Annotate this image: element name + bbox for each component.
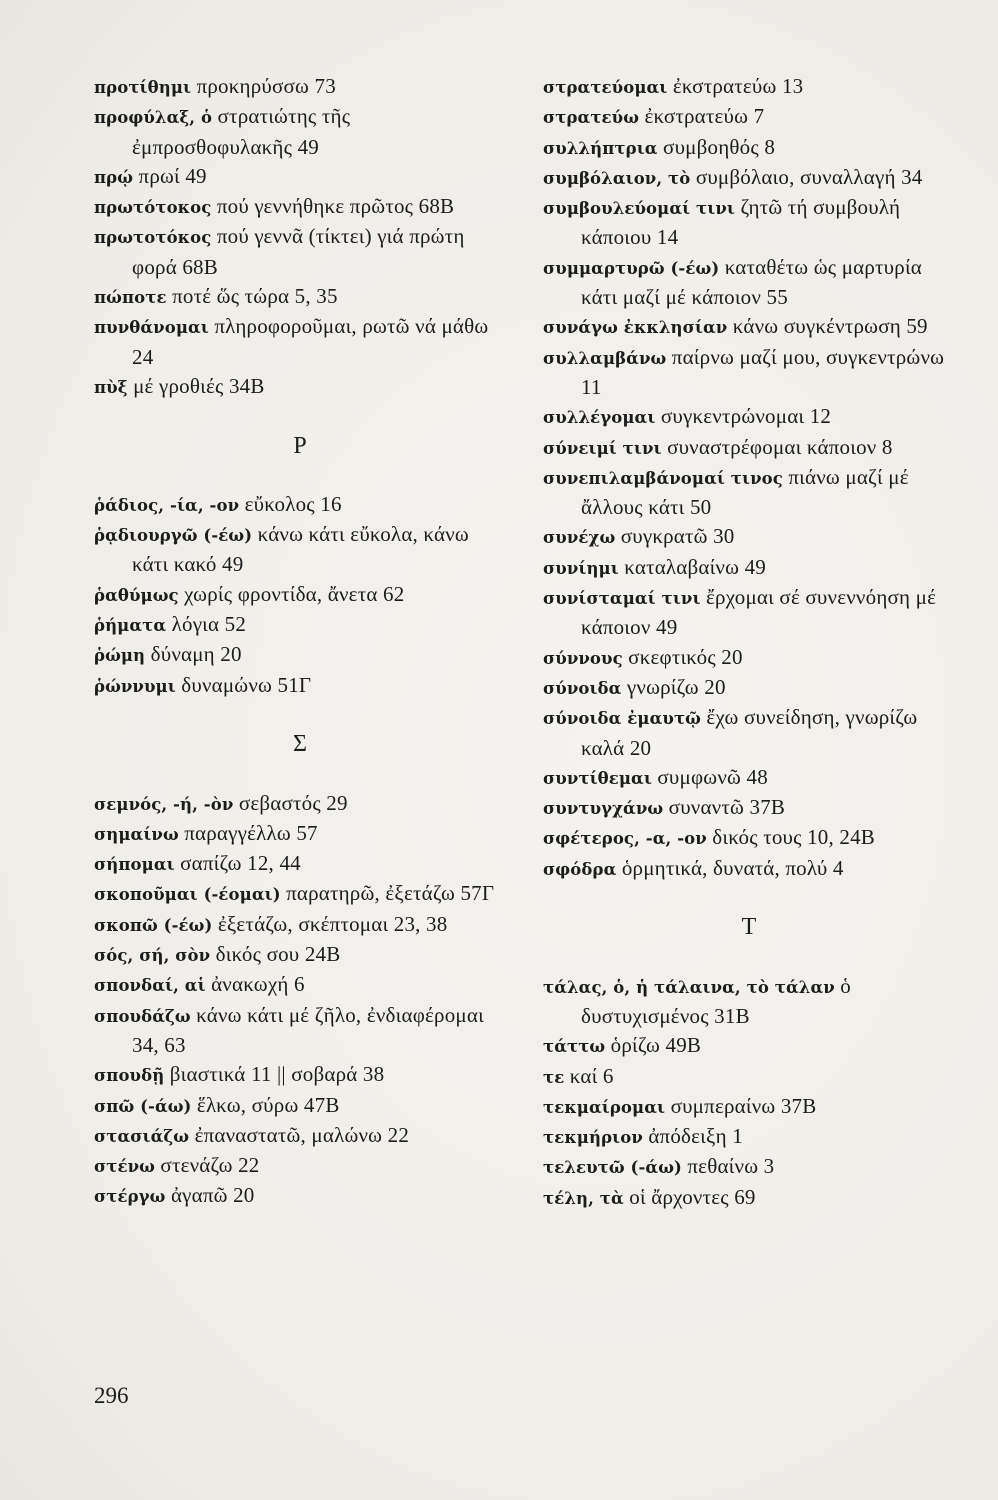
entry-definition: πού γεννήθηκε πρῶτος 68Β [216,194,455,219]
entry-headword: σπονδαί, αἱ [94,976,206,996]
entry-definition: καταθέτω ὡς μαρτυρία κάτι μαζί μέ κάποιον 55 [581,254,923,310]
glossary-entry [543,1152,955,1182]
glossary-entry [94,819,506,849]
entry-definition: συγκεντρώνομαι 12 [660,404,832,429]
entry-headword: σφόδρα [543,859,617,879]
entry-headword: τεκμήριον [543,1128,643,1148]
entry-definition: πού γεννᾶ (τίκτει) γιά πρώτη φορά 68Β [132,224,465,279]
section-spacer [94,759,506,788]
entry-definition: καί 6 [569,1063,614,1088]
glossary-entry [543,133,955,163]
entry-definition: δυναμώνω 51Γ [181,672,312,697]
entry-definition: ἀνακωχή 6 [211,972,305,997]
glossary-entry [543,1122,955,1152]
entry-headword: τεκμαίρομαι [543,1097,666,1117]
glossary-entry [543,854,955,884]
glossary-entry [94,72,506,102]
entry-headword: σός, σή, σὸν [94,946,211,966]
glossary-entry [94,1151,506,1181]
entry-definition: παρατηρῶ, ἐξετάζω 57Γ [286,881,495,906]
entry-headword: συλλαμβάνω [543,348,667,368]
entry-definition: κάνω κάτι μέ ζῆλο, ἐνδιαφέρομαι 34, 63 [132,1002,484,1057]
section-spacer [94,402,506,431]
glossary-entry [543,72,955,102]
entry-definition: χωρίς φροντίδα, ἄνετα 62 [184,581,405,606]
glossary-entry [543,343,955,403]
entry-definition: ἔχω συνείδηση, γνωρίζω καλά 20 [581,705,918,760]
entry-headword: σπῶ (-άω) [94,1096,192,1116]
entry-definition: ἀγαπῶ 20 [170,1183,255,1208]
entry-definition: ὁρμητικά, δυνατά, πολύ 4 [621,855,844,880]
entry-headword: ῥαθύμως [94,585,179,605]
entry-definition: συμφωνῶ 48 [657,764,768,789]
glossary-entry [543,673,955,703]
entry-headword: συνεπιλαμβάνομαί τινος [543,468,783,488]
entry-headword: ῥάδιος, -ία, -ον [94,495,240,515]
glossary-entry [94,520,506,580]
entry-headword: σύνοιδα [543,678,622,698]
entry-headword: συνάγω ἐκκλησίαν [543,318,728,338]
glossary-entry [94,640,506,670]
entry-headword: συλλέγομαι [543,408,656,428]
entry-headword: ῥᾳδιουργῶ (-έω) [94,526,253,546]
entry-definition: ἐξετάζω, σκέπτομαι 23, 38 [217,911,448,936]
entry-definition: πεθαίνω 3 [687,1154,775,1179]
glossary-entry [94,879,506,909]
entry-definition: ὁρίζω 49Β [610,1033,702,1058]
entry-definition: πληροφοροῦμαι, ρωτῶ νά μάθω 24 [132,314,489,369]
entry-definition: ἀπόδειξη 1 [648,1124,743,1149]
entry-definition: πρωί 49 [138,163,207,188]
glossary-entry [94,1001,506,1061]
entry-headword: σύνειμί τινι [543,438,662,458]
glossary-entry [94,580,506,610]
entry-definition: ἐπαναστατῶ, μαλώνω 22 [194,1122,410,1147]
entry-headword: σφέτερος, -α, -ον [543,829,707,849]
entry-headword: συμβόλαιον, τὸ [543,168,691,188]
entry-headword: στασιάζω [94,1126,190,1146]
glossary-entry [543,102,955,132]
entry-definition: σαπίζω 12, 44 [180,851,301,876]
entry-definition: πιάνω μαζί μέ ἄλλους κάτι 50 [581,464,909,520]
entry-definition: συναστρέφομαι κάποιον 8 [667,434,893,459]
entry-headword: σύννους [543,648,623,668]
entry-definition: οἱ ἄρχοντες 69 [629,1184,756,1209]
section-spacer [94,461,506,490]
entry-definition: λόγια 52 [171,612,247,637]
entry-headword: σύνοιδα ἐμαυτῷ [543,709,701,729]
glossary-entry [94,849,506,879]
entry-definition: συναντῶ 37Β [668,795,786,820]
entry-headword: πρῴ [94,167,134,187]
glossary-entry [543,793,955,823]
entry-headword: στέργω [94,1187,166,1207]
entry-headword: στένω [94,1157,155,1177]
section-spacer [543,942,955,971]
glossary-entry [543,463,955,523]
entry-definition: ζητῶ τή συμβουλή κάποιου 14 [581,195,901,250]
glossary-entry [543,193,955,253]
glossary-column-right [543,72,955,1213]
entry-definition: συγκρατῶ 30 [620,524,735,549]
entry-headword: σεμνός, -ή, -ὸν [94,794,234,814]
entry-headword: συνίημι [543,558,619,578]
entry-definition: κάνω κάτι εὔκολα, κάνω κάτι κακό 49 [132,522,469,577]
entry-definition: συμπεραίνω 37Β [670,1093,817,1118]
glossary-entry [94,162,506,192]
glossary-entry [543,163,955,193]
glossary-entry [94,671,506,701]
entry-headword: τάλας, ὁ, ἡ τάλαινα, τὸ τάλαν [543,977,835,997]
glossary-entry [94,1060,506,1090]
entry-headword: πρωτοτόκος [94,228,212,248]
entry-headword: προφύλαξ, ὁ [94,108,213,128]
glossary-entry [94,490,506,520]
glossary-entry [94,940,506,970]
entry-headword: σημαίνω [94,824,179,844]
glossary-entry [543,823,955,853]
entry-definition: κάνω συγκέντρωση 59 [732,314,928,339]
entry-headword: σπουδῇ [94,1066,165,1086]
entry-definition: ὁ δυστυχισμένος 31Β [581,973,851,1028]
entry-headword: στρατεύω [543,108,640,128]
section-spacer [543,884,955,913]
glossary-entry [94,102,506,162]
entry-definition: στρατιώτης τῆς ἐμπροσθοφυλακῆς 49 [132,104,351,159]
section-letter-heading: Σ [293,731,307,758]
entry-headword: προτίθημι [94,78,192,97]
glossary-entry [543,703,955,763]
glossary-entry [543,763,955,793]
glossary-entry [543,1031,955,1061]
entry-definition: δύναμη 20 [150,642,242,667]
entry-definition: βιαστικά 11 || σοβαρά 38 [169,1062,385,1087]
entry-definition: σεβαστός 29 [238,790,348,815]
glossary-entry [94,1181,506,1211]
glossary-entry [94,789,506,819]
glossary-entry [94,910,506,940]
entry-headword: ῥήματα [94,616,167,636]
entry-headword: πώποτε [94,288,167,308]
entry-definition: παραγγέλλω 57 [184,820,318,845]
glossary-entry [543,1183,955,1213]
glossary-entry [543,1092,955,1122]
glossary-entry [94,372,506,402]
entry-definition: συμβόλαιο, συναλλαγή 34 [695,164,923,189]
entry-definition: εὔκολος 16 [244,491,342,516]
glossary-entry [543,972,955,1032]
glossary-entry [543,553,955,583]
entry-headword: ῥώμη [94,646,146,666]
entry-headword: συμμαρτυρῶ (-έω) [543,258,720,278]
glossary-entry [94,222,506,282]
entry-definition: ἐκστρατεύω 13 [672,74,804,98]
entry-headword: τέλη, τὰ [543,1188,624,1208]
glossary-entry [543,433,955,463]
entry-definition: γνωρίζω 20 [626,674,726,699]
glossary-entry [543,643,955,673]
entry-headword: πρωτότοκος [94,198,212,218]
glossary-entry [543,312,955,342]
section-letter-heading: Τ [741,914,757,941]
entry-definition: συμβοηθός 8 [663,134,776,159]
section-letter-heading: Ρ [293,432,307,459]
entry-definition: προκηρύσσω 73 [196,74,336,98]
entry-definition: μέ γροθιές 34Β [133,373,265,398]
glossary-entry [94,1091,506,1121]
glossary-column-left [94,72,506,1212]
entry-headword: σκοπῶ (-έω) [94,915,213,935]
glossary-entry [543,1062,955,1092]
entry-headword: σήπομαι [94,855,175,875]
entry-headword: συμβουλεύομαί τινι [543,199,735,219]
entry-definition: ποτέ ὥς τώρα 5, 35 [172,284,338,309]
entry-headword: τελευτῶ (-άω) [543,1158,682,1178]
glossary-entry [94,610,506,640]
glossary-entry [543,583,955,643]
entry-headword: σκοποῦμαι (-έομαι) [94,885,281,905]
entry-headword: στρατεύομαι [543,78,668,97]
entry-definition: δικός σου 24Β [215,942,341,967]
entry-headword: τάττω [543,1037,606,1057]
glossary-entry [94,970,506,1000]
entry-definition: καταλαβαίνω 49 [624,554,766,579]
entry-headword: σπουδάζω [94,1006,191,1026]
glossary-entry [543,402,955,432]
glossary-entry [94,282,506,312]
entry-definition: ἕλκω, σύρω 47Β [196,1092,340,1117]
glossary-entry [543,522,955,552]
section-spacer [94,701,506,730]
entry-headword: πὺξ [94,377,128,397]
entry-headword: συντυγχάνω [543,799,664,819]
entry-headword: τε [543,1067,565,1087]
entry-headword: συνίσταμαί τινι [543,589,701,609]
glossary-entry [543,253,955,313]
glossary-entry [94,192,506,222]
entry-headword: ῥώννυμι [94,676,176,696]
entry-definition: δικός τους 10, 24Β [712,825,876,850]
entry-definition: στενάζω 22 [160,1153,260,1178]
glossary-entry [94,312,506,372]
entry-definition: παίρνω μαζί μου, συγκεντρώνω 11 [581,344,945,399]
page-number: 296 [94,1383,129,1408]
entry-definition: ἐκστρατεύω 7 [644,104,765,129]
entry-definition: σκεφτικός 20 [628,644,743,669]
entry-headword: πυνθάνομαι [94,318,209,338]
entry-headword: συνέχω [543,528,616,548]
entry-headword: συντίθεμαι [543,768,652,788]
glossary-entry [94,1121,506,1151]
entry-definition: ἔρχομαι σέ συνεννόηση μέ κάποιον 49 [581,585,937,640]
entry-headword: συλλήπτρια [543,138,658,158]
